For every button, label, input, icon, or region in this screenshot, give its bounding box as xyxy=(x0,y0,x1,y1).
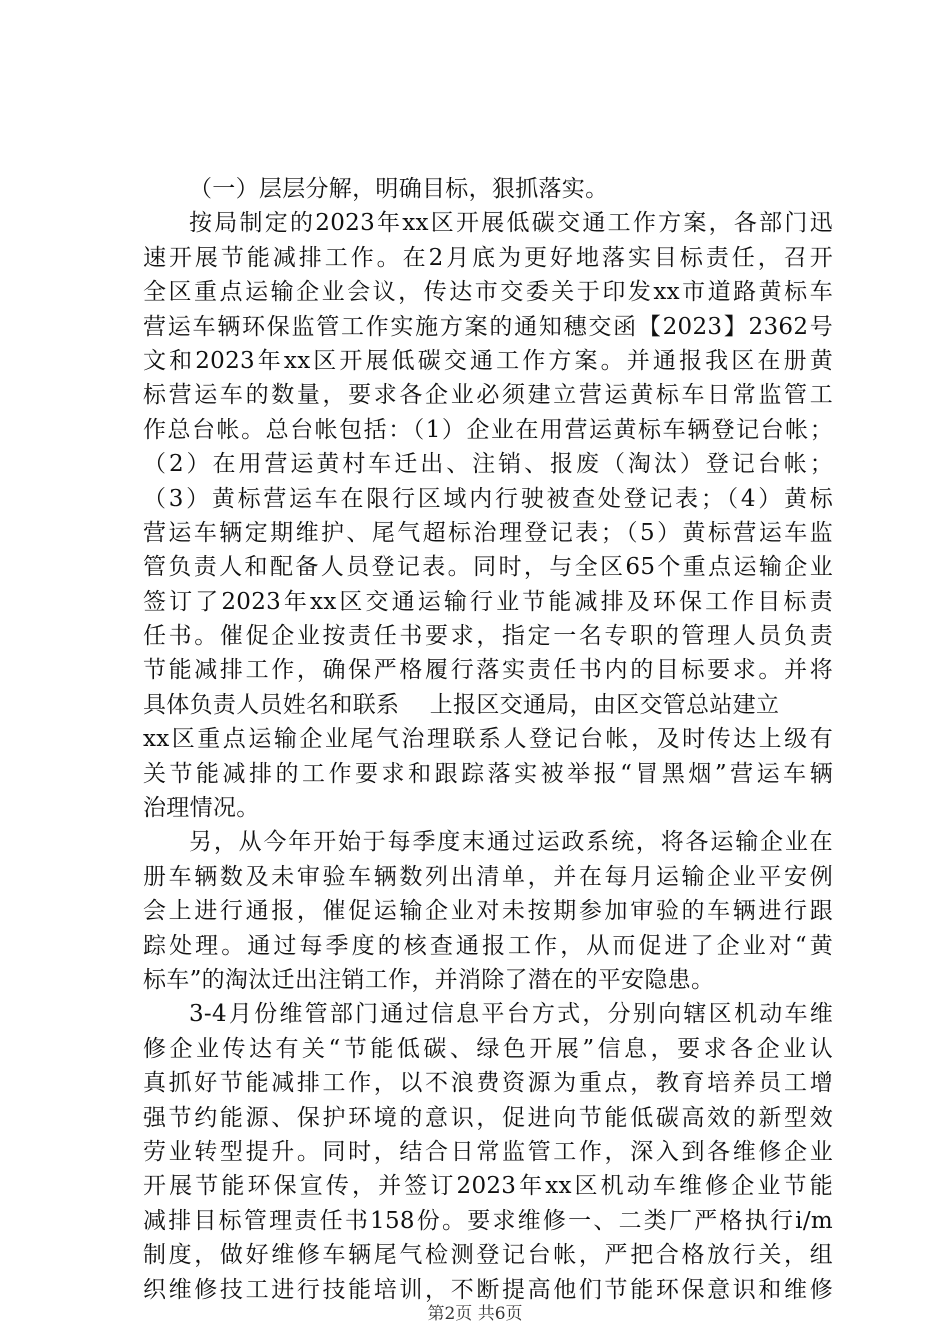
text-line: （一）层层分解，明确目标，狠抓落实。 xyxy=(189,176,609,202)
text-line: 标营运车的数量，要求各企业必须建立营运黄标车日常监管工 xyxy=(143,382,833,409)
text-line: 织维修技工进行技能培训，不断提高他们节能环保意识和维修 xyxy=(143,1276,833,1303)
text-line: （3）黄标营运车在限行区域内行驶被查处登记表；（4）黄标 xyxy=(143,485,833,512)
text-line: 治理情况。 xyxy=(143,795,260,822)
text-line: 管负责人和配备人员登记表。同时，与全区65个重点运输企业 xyxy=(143,554,833,581)
text-line: 3-4月份维管部门通过信息平台方式，分别向辖区机动车维 xyxy=(189,1001,833,1028)
text-line: 开展节能环保宣传，并签订2023年xx区机动车维修企业节能 xyxy=(143,1173,833,1200)
text-line: 关节能减排的工作要求和跟踪落实被举报“冒黑烟”营运车辆 xyxy=(143,760,833,787)
text-line: 强节约能源、保护环境的意识，促进向节能低碳高效的新型效 xyxy=(143,1104,833,1131)
text-line: 文和2023年xx区开展低碳交通工作方案。并通报我区在册黄 xyxy=(143,347,833,374)
text-line: 真抓好节能减排工作，以不浪费资源为重点，教育培养员工增 xyxy=(143,1070,833,1097)
text-line: 会上进行通报，催促运输企业对未按期参加审验的车辆进行跟 xyxy=(143,898,833,925)
page-footer: 第2页 共6页 xyxy=(427,1304,523,1324)
text-line: 作总台帐。总台帐包括：（1）企业在用营运黄标车辆登记台帐； xyxy=(143,416,833,443)
text-line: 具体负责人员姓名和联系 上报区交通局，由区交管总站建立 xyxy=(143,691,780,718)
text-line: 节能减排工作，确保严格履行落实责任书内的目标要求。并将 xyxy=(143,657,833,684)
text-line: 制度，做好维修车辆尾气检测登记台帐，严把合格放行关，组 xyxy=(143,1242,833,1269)
text-line: 减排目标管理责任书158份。要求维修一、二类厂严格执行i/m xyxy=(143,1207,833,1234)
text-line: 修企业传达有关“节能低碳、绿色开展”信息，要求各企业认 xyxy=(143,1035,833,1062)
text-line: 劳业转型提升。同时，结合日常监管工作，深入到各维修企业 xyxy=(143,1138,833,1165)
text-line: 另，从今年开始于每季度末通过运政系统，将各运输企业在 xyxy=(189,829,833,856)
text-line: 踪处理。通过每季度的核查通报工作，从而促进了企业对“黄 xyxy=(143,932,833,959)
text-line: 速开展节能减排工作。在2月底为更好地落实目标责任，召开 xyxy=(143,244,833,271)
text-line: 按局制定的2023年xx区开展低碳交通工作方案，各部门迅 xyxy=(189,210,833,237)
text-line: 营运车辆环保监管工作实施方案的通知穗交函【2023】2362号 xyxy=(143,313,833,340)
text-line: 签订了2023年xx区交通运输行业节能减排及环保工作目标责 xyxy=(143,588,833,615)
text-line: xx区重点运输企业尾气治理联系人登记台帐，及时传达上级有 xyxy=(143,726,833,753)
text-line: 标车”的淘汰迁出注销工作，并消除了潜在的平安隐患。 xyxy=(143,966,715,993)
text-line: 册车辆数及未审验车辆数列出清单，并在每月运输企业平安例 xyxy=(143,863,833,890)
text-line: 营运车辆定期维护、尾气超标治理登记表；（5）黄标营运车监 xyxy=(143,519,833,546)
text-line: （2）在用营运黄村车迁出、注销、报废（淘汰）登记台帐； xyxy=(143,451,833,478)
text-line: 任书。催促企业按责任书要求，指定一名专职的管理人员负责 xyxy=(143,623,833,650)
text-line: 全区重点运输企业会议，传达市交委关于印发xx市道路黄标车 xyxy=(143,279,833,306)
document-body xyxy=(143,172,833,1307)
